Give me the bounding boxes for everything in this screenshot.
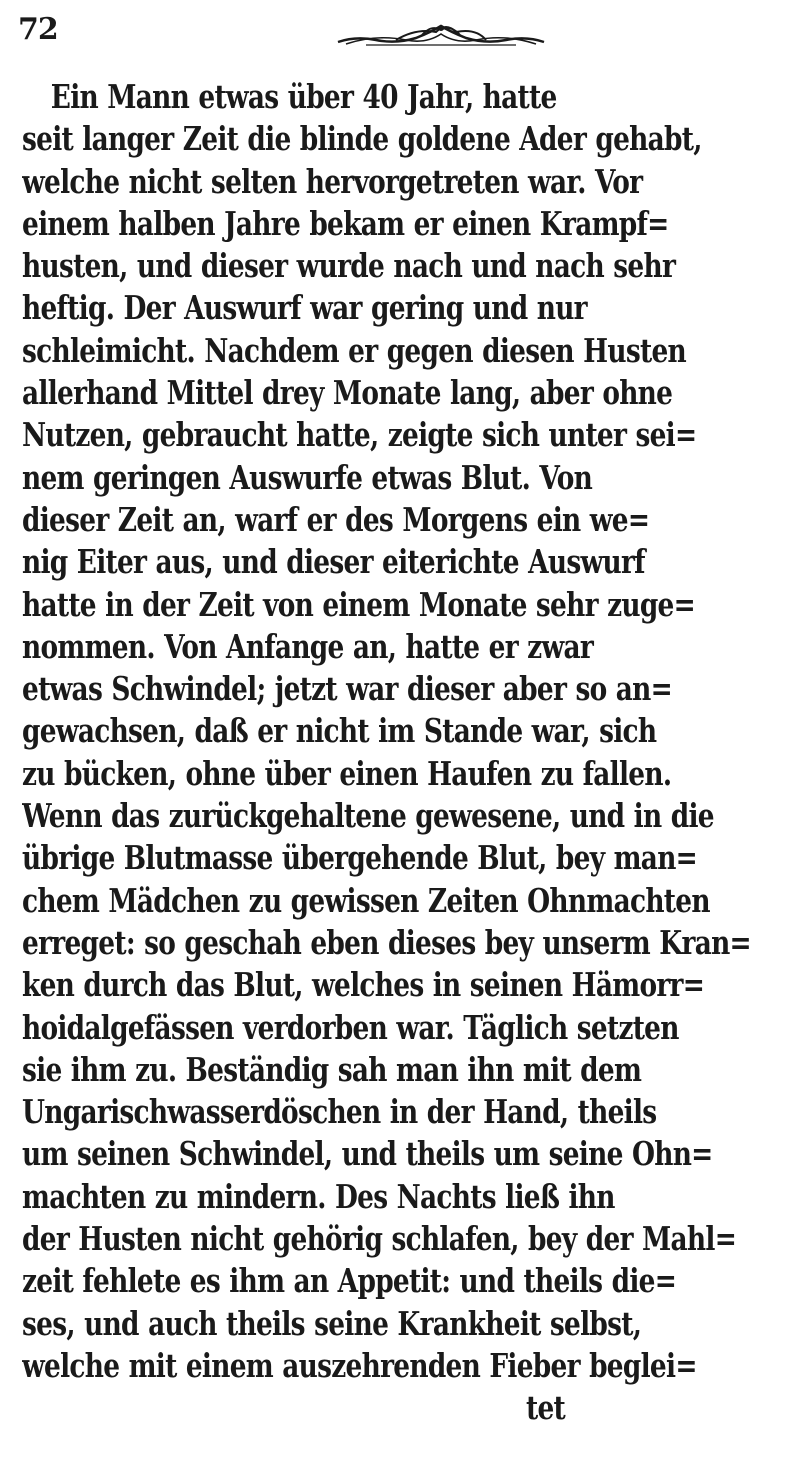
text-line: Ein Mann etwas über 40 Jahr, hatte <box>50 77 557 116</box>
text-line: zu bücken, ohne über einen Haufen zu fallen. <box>22 753 672 793</box>
text-line: husten, und dieser wurde nach und nach sehr <box>22 246 676 286</box>
text-line: welche mit einem auszehrenden Fieber beglei= <box>22 1345 697 1385</box>
text-line: Wenn das zurückgehaltene gewesene, und in die <box>22 796 714 836</box>
text-line: seit langer Zeit die blinde goldene Ader gehabt, <box>22 119 702 159</box>
text-line: dieser Zeit an, warf er des Morgens ein we= <box>22 499 650 539</box>
text-line: Nutzen, gebraucht hatte, zeigte sich unter sei= <box>22 415 697 455</box>
text-line: der Husten nicht gehörig schlafen, bey der Mahl= <box>22 1219 737 1259</box>
text-line: welche nicht selten hervorgetreten war. Vor <box>22 161 643 201</box>
body-text <box>22 76 792 1430</box>
text-line: gewachsen, daß er nicht im Stande war, sich <box>22 711 657 751</box>
text-line: Ungarischwasserdöschen in der Hand, theils <box>22 1092 657 1132</box>
decorative-ornament <box>336 14 546 48</box>
text-line: zeit fehlete es ihm an Appetit: und theils die= <box>22 1261 677 1301</box>
text-line: nem geringen Auswurfe etwas Blut. Von <box>22 457 593 497</box>
text-line: heftig. Der Auswurf war gering und nur <box>22 288 587 328</box>
text-line: hoidalgefässen verdorben war. Täglich setzten <box>22 1007 679 1047</box>
text-line: um seinen Schwindel, und theils um seine Ohn= <box>22 1134 713 1174</box>
text-line: machten zu mindern. Des Nachts ließ ihn <box>22 1176 615 1216</box>
text-line: übrige Blutmasse übergehende Blut, bey man= <box>22 838 698 878</box>
text-line: ken durch das Blut, welches in seinen Hämorr= <box>22 965 705 1005</box>
text-line: allerhand Mittel drey Monate lang, aber ohne <box>22 373 673 413</box>
text-line: hatte in der Zeit von einem Monate sehr zuge= <box>22 584 696 624</box>
text-line: nommen. Von Anfange an, hatte er zwar <box>22 626 594 666</box>
text-line: chem Mädchen zu gewissen Zeiten Ohnmachten <box>22 880 710 920</box>
text-line: ses, und auch theils seine Krankheit selbst, <box>22 1303 642 1343</box>
text-line: tet <box>526 1388 566 1428</box>
text-line: erreget: so geschah eben dieses bey unserm Kran= <box>22 922 751 962</box>
page-number: 72 <box>18 12 58 47</box>
text-line: schleimicht. Nachdem er gegen diesen Husten <box>22 330 687 370</box>
text-line: einem halben Jahre bekam er einen Krampf= <box>22 203 669 243</box>
text-line: sie ihm zu. Beständig sah man ihn mit dem <box>22 1049 642 1089</box>
text-line: etwas Schwindel; jetzt war dieser aber so an= <box>22 669 673 709</box>
text-line: nig Eiter aus, und dieser eiterichte Auswurf <box>22 542 645 582</box>
